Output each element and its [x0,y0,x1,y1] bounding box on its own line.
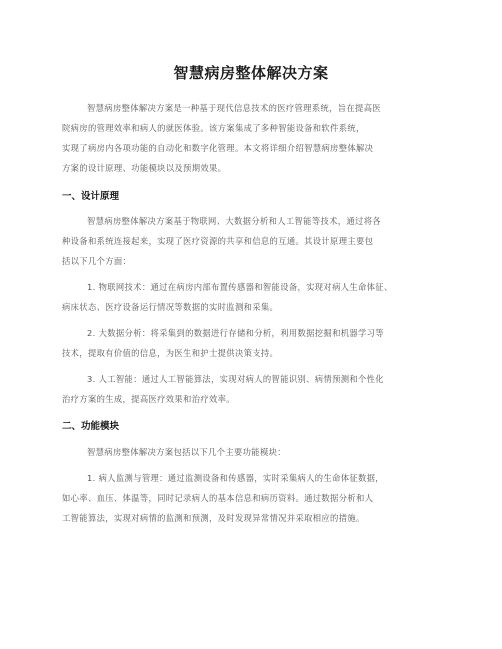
list-item-line: 病床状态、医疗设备运行情况等数据的实时监测和采集。 [62,302,279,312]
intro-line: 方案的设计原理、功能模块以及预期效果。 [62,163,227,173]
paragraph-line: 智慧病房整体解决方案基于物联网、大数据分析和人工智能等技术，通过将各 [87,216,381,226]
intro-line: 智慧病房整体解决方案是一种基于现代信息技术的医疗管理系统，旨在提高医 [87,103,381,113]
paragraph-line: 种设备和系统连接起来，实现了医疗资源的共享和信息的互通。其设计原理主要包 [62,236,374,246]
list-item-line: 治疗方案的生成，提高医疗效果和治疗效率。 [62,394,235,404]
section-heading: 一、设计原理 [62,191,120,202]
intro-line: 实现了病房内各项功能的自动化和数字化管理。本文将详细介绍智慧病房整体解决 [62,143,374,153]
list-item-line: 工智能算法，实现对病情的监测和预测，及时发现异常情况并采取相应的措施。 [62,513,365,523]
section-heading: 二、功能模块 [62,421,120,432]
intro-line: 院病房的管理效率和病人的就医体验。该方案集成了多种智能设备和软件系统， [62,123,365,133]
list-item-line: 如心率、血压、体温等，同时记录病人的基本信息和病历资料。通过数据分析和人 [62,493,374,503]
paragraph-line: 智慧病房整体解决方案包括以下几个主要功能模块： [87,447,286,457]
document-title: 智慧病房整体解决方案 [173,64,329,82]
list-item-line: 3. 人工智能：通过人工智能算法，实现对病人的智能识别、病情预测和个性化 [87,374,384,384]
list-item-line: 1. 物联网技术：通过在病房内部布置传感器和智能设备，实现对病人生命体征、 [87,282,393,292]
list-item-line: 技术，提取有价值的信息，为医生和护士提供决策支持。 [62,348,279,358]
paragraph-line: 括以下几个方面： [62,256,132,266]
list-item-line: 1. 病人监测与管理：通过监测设备和传感器，实时采集病人的生命体征数据， [87,473,384,483]
list-item-line: 2. 大数据分析：将采集到的数据进行存储和分析，利用数据挖掘和机器学习等 [87,328,384,338]
